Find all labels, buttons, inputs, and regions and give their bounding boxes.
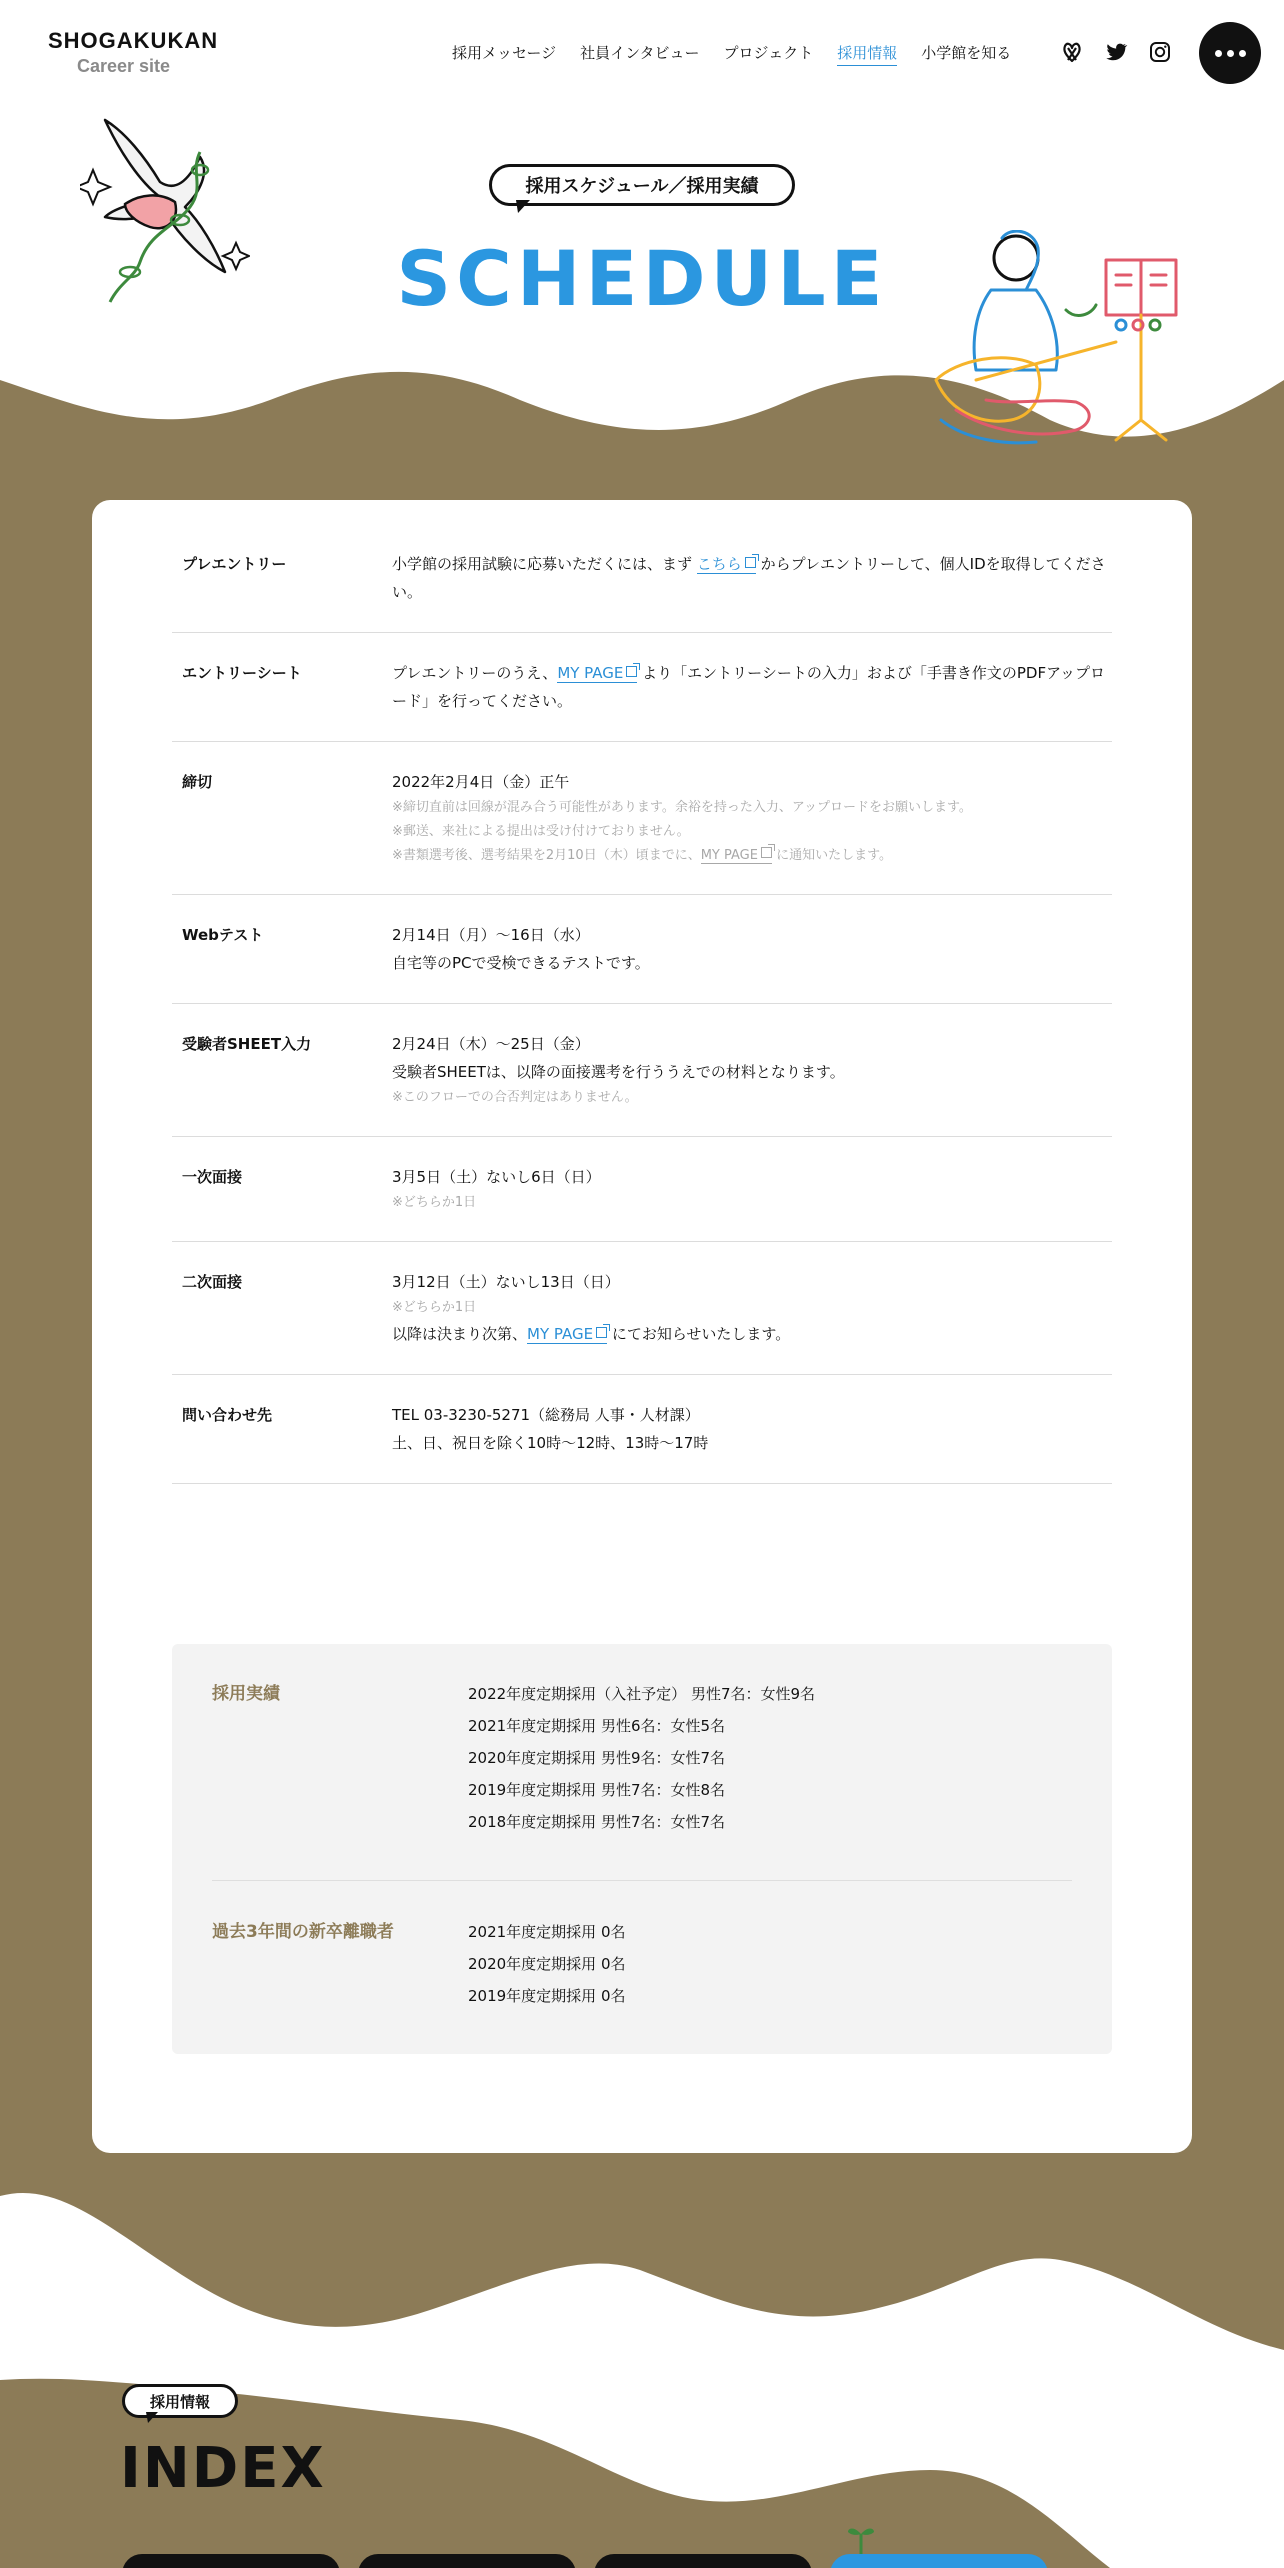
external-link-icon [626, 666, 637, 677]
row-text: 土、日、祝日を除く10時〜12時、13時〜17時 [392, 1434, 709, 1452]
global-nav [452, 42, 1011, 66]
hero-tag: 採用スケジュール／採用実績 [489, 164, 795, 206]
divider [212, 1880, 1072, 1881]
schedule-list [172, 550, 1112, 1484]
row-note: ※締切直前は回線が混み合う可能性があります。余裕を持った入力、アップロードをお願いします。 [392, 800, 972, 815]
nav-item-projects[interactable]: プロジェクト [723, 44, 814, 62]
mypage-link[interactable] [527, 1325, 607, 1344]
note-text-part: ※書類選考後、選考結果を2月10日（木）頃までに、 [392, 848, 701, 863]
schedule-row-pre-entry [172, 550, 1112, 633]
mypage-link[interactable] [701, 848, 772, 864]
schedule-row-sheet-input [172, 1030, 1112, 1137]
hiring-results-box [172, 1644, 1112, 2054]
row-note: ※どちらか1日 [392, 1300, 477, 1315]
row-text-part: にてお知らせいたします。 [607, 1325, 791, 1343]
row-text: 2月14日（月）〜16日（水） [392, 926, 590, 944]
schedule-row-deadline [172, 768, 1112, 895]
speech-tail [516, 200, 532, 214]
row-body [392, 1268, 1112, 1348]
speech-tail [146, 2412, 160, 2424]
twitter-icon[interactable] [1104, 40, 1128, 64]
index-link-2[interactable] [358, 2554, 576, 2568]
row-text: 3月12日（土）ないし13日（日） [392, 1273, 620, 1291]
mypage-link[interactable] [557, 664, 637, 683]
row-body [392, 1030, 1112, 1110]
row-body [392, 921, 1112, 977]
link-label: MY PAGE [557, 664, 624, 682]
social-links [1060, 40, 1172, 64]
row-text: 2月24日（木）〜25日（金） [392, 1035, 590, 1053]
index-link-3[interactable] [594, 2554, 812, 2568]
row-note: ※どちらか1日 [392, 1195, 477, 1210]
page-title: SCHEDULE [396, 234, 888, 323]
row-text: TEL 03-3230-5271（総務局 人事・人材課） [392, 1406, 700, 1424]
logo-sub-text: Career site [77, 56, 171, 76]
index-tag: 採用情報 [122, 2384, 238, 2418]
more-horizontal-icon [1215, 50, 1222, 57]
nav-item-recruit-message[interactable]: 採用メッセージ [452, 44, 557, 62]
site-header [0, 0, 1284, 108]
schedule-row-first-interview [172, 1163, 1112, 1242]
link-label: MY PAGE [700, 848, 758, 863]
list-item: 2019年度定期採用 0名 [468, 1987, 626, 2005]
list-item: 2021年度定期採用 男性6名：女性5名 [468, 1717, 726, 1735]
list-item: 2019年度定期採用 男性7名：女性8名 [468, 1781, 726, 1799]
list-item: 2020年度定期採用 0名 [468, 1955, 626, 1973]
resigned-results-title: 過去3年間の新卒離職者 [212, 1922, 394, 1942]
row-note: ※郵送、来社による提出は受け付けておりません。 [392, 824, 690, 839]
index-title: INDEX [120, 2436, 326, 2501]
external-link-icon [596, 1327, 607, 1338]
row-text-part: より「エントリーシートの入力」および「手書き作文のPDFアップロード」を行ってください。 [392, 664, 1106, 710]
row-label: 受験者SHEET入力 [182, 1035, 312, 1053]
link-label: こちら [696, 555, 742, 573]
schedule-row-second-interview [172, 1268, 1112, 1375]
row-body [392, 768, 1112, 868]
index-link-4[interactable] [830, 2554, 1048, 2568]
schedule-card [92, 500, 1192, 2153]
logo-main-text: SHOGAKUKAN [48, 28, 219, 53]
instagram-icon[interactable] [1148, 40, 1172, 64]
resigned-results [212, 1916, 1072, 2012]
row-body [392, 550, 1112, 606]
schedule-row-entry-sheet [172, 659, 1112, 742]
row-text [392, 1320, 1112, 1348]
row-text: 2022年2月4日（金）正午 [392, 773, 570, 791]
heart-logo-icon[interactable] [1060, 40, 1084, 64]
external-link-icon [745, 557, 756, 568]
schedule-row-contact [172, 1401, 1112, 1484]
row-label: 一次面接 [182, 1168, 243, 1186]
nav-item-interviews[interactable]: 社員インタビュー [580, 44, 700, 62]
menu-button[interactable] [1199, 22, 1261, 84]
schedule-row-web-test [172, 921, 1112, 1004]
row-text: 自宅等のPCで受検できるテストです。 [392, 954, 650, 972]
row-note [392, 844, 1112, 868]
row-text [392, 550, 1112, 606]
row-body [392, 1163, 1112, 1215]
nav-item-recruit-info[interactable]: 採用情報 [837, 42, 897, 66]
row-note: ※このフローでの合否判定はありません。 [392, 1090, 638, 1105]
row-text-part: プレエントリーのうえ、 [392, 664, 558, 682]
list-item: 2022年度定期採用（入社予定） 男性7名：女性9名 [468, 1685, 816, 1703]
row-text-part: からプレエントリーして、個人IDを取得してください。 [392, 555, 1106, 601]
list-item: 2018年度定期採用 男性7名：女性7名 [468, 1813, 726, 1831]
note-text-part: に通知いたします。 [771, 848, 893, 863]
hiring-results-list [468, 1678, 815, 1838]
list-item: 2020年度定期採用 男性9名：女性7名 [468, 1749, 726, 1767]
site-logo[interactable] [48, 28, 218, 77]
hiring-results [212, 1678, 1072, 1838]
row-text: 受験者SHEETは、以降の面接選考を行ううえでの材料となります。 [392, 1063, 845, 1081]
row-body [392, 659, 1112, 715]
row-text-part: 以降は決まり次第、 [392, 1325, 528, 1343]
list-item: 2021年度定期採用 0名 [468, 1923, 626, 1941]
row-text-part: 小学館の採用試験に応募いただくには、まず [392, 555, 697, 573]
row-label: 問い合わせ先 [182, 1406, 273, 1424]
nav-item-about[interactable]: 小学館を知る [921, 44, 1012, 62]
external-link-icon [761, 847, 772, 858]
guitarist-illustration [916, 230, 1196, 460]
row-label: Webテスト [182, 926, 264, 944]
row-label: 二次面接 [182, 1273, 243, 1291]
row-body [392, 1401, 1112, 1457]
hiring-results-title: 採用実績 [212, 1684, 280, 1704]
link-label: MY PAGE [527, 1325, 594, 1343]
row-text [392, 659, 1112, 715]
row-text: 3月5日（土）ないし6日（日） [392, 1168, 601, 1186]
row-label: プレエントリー [182, 555, 287, 573]
row-label: エントリーシート [182, 664, 302, 682]
row-label: 締切 [182, 773, 213, 791]
index-link-1[interactable] [122, 2554, 340, 2568]
pre-entry-link[interactable] [697, 555, 756, 574]
resigned-results-list [468, 1916, 626, 2012]
